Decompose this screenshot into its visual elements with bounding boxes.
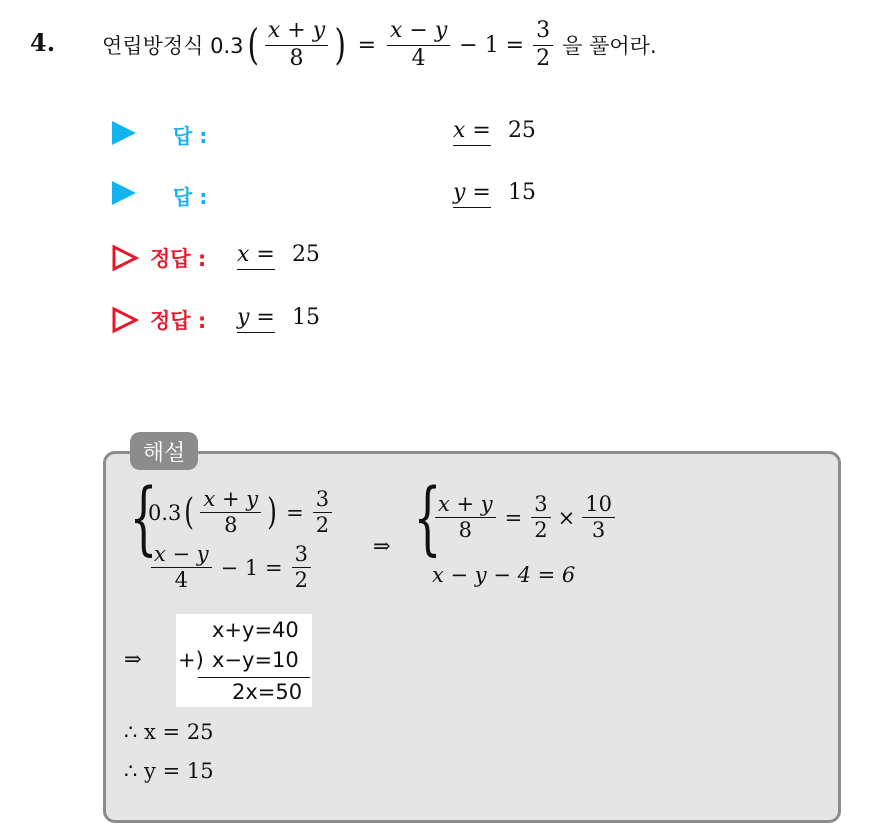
answer-label: 답 : (173, 124, 208, 148)
implies-arrow-icon: ⇒ (124, 647, 142, 671)
calc-line-3: 2x=50 (232, 680, 303, 704)
elimination-calculation (176, 614, 312, 707)
question-text (102, 14, 657, 76)
left-paren: ( (246, 20, 259, 69)
question-suffix: 을 풀어라. (562, 34, 657, 58)
fraction-x-minus-y-over-4: $\frac{x - y}{4}$ (387, 19, 450, 70)
correct-marker-icon (111, 244, 139, 272)
answer-label: 답 : (173, 185, 208, 209)
correct-y: y = 15 (237, 305, 320, 330)
correct-marker-icon (111, 306, 139, 334)
equals-sign: = (357, 32, 376, 58)
system-2-brace: { (413, 471, 442, 564)
correct-label: 정답 : (150, 247, 207, 271)
answer-marker-icon (112, 181, 136, 205)
explanation-tab: 해설 (130, 432, 198, 470)
right-paren: ) (334, 20, 347, 69)
answer-x: x = 25 (453, 118, 536, 143)
therefore-y: ∴ y = 15 (124, 759, 214, 783)
question-number: 4. (30, 28, 56, 57)
calc-line-1: x+y=40 (212, 618, 299, 642)
system-2-line-2: x − y − 4 = 6 (432, 563, 576, 587)
calc-line-2: x−y=10 (212, 648, 299, 672)
therefore-x: ∴ x = 25 (124, 720, 214, 744)
calc-plus-sign: +) (178, 648, 204, 672)
calc-divider (198, 677, 310, 678)
fraction-3-over-2: $\frac{3}{2}$ (533, 19, 553, 70)
minus-one-equals: − 1 = (459, 32, 525, 58)
answer-y: y = 15 (453, 180, 536, 205)
implies-arrow-icon: ⇒ (373, 534, 391, 558)
system-1-line-1: 0.3 ( $\frac{x + y}{8}$ ) = $\frac{3}{2}$ (148, 488, 335, 537)
correct-label: 정답 : (150, 309, 207, 333)
correct-x: x = 25 (237, 242, 320, 267)
system-1-brace: { (129, 471, 158, 564)
answer-marker-icon (112, 121, 136, 145)
system-1-line-2: $\frac{x - y}{4}$ − 1 = $\frac{3}{2}$ (148, 543, 314, 592)
fraction-x-plus-y-over-8: $\frac{x + y}{8}$ (265, 19, 328, 70)
question-prefix: 연립방정식 0.3 (102, 34, 244, 58)
system-2-line-1: $\frac{x + y}{8}$ = $\frac{3}{2}$ × $\frac{10}{3}$ (432, 493, 618, 542)
